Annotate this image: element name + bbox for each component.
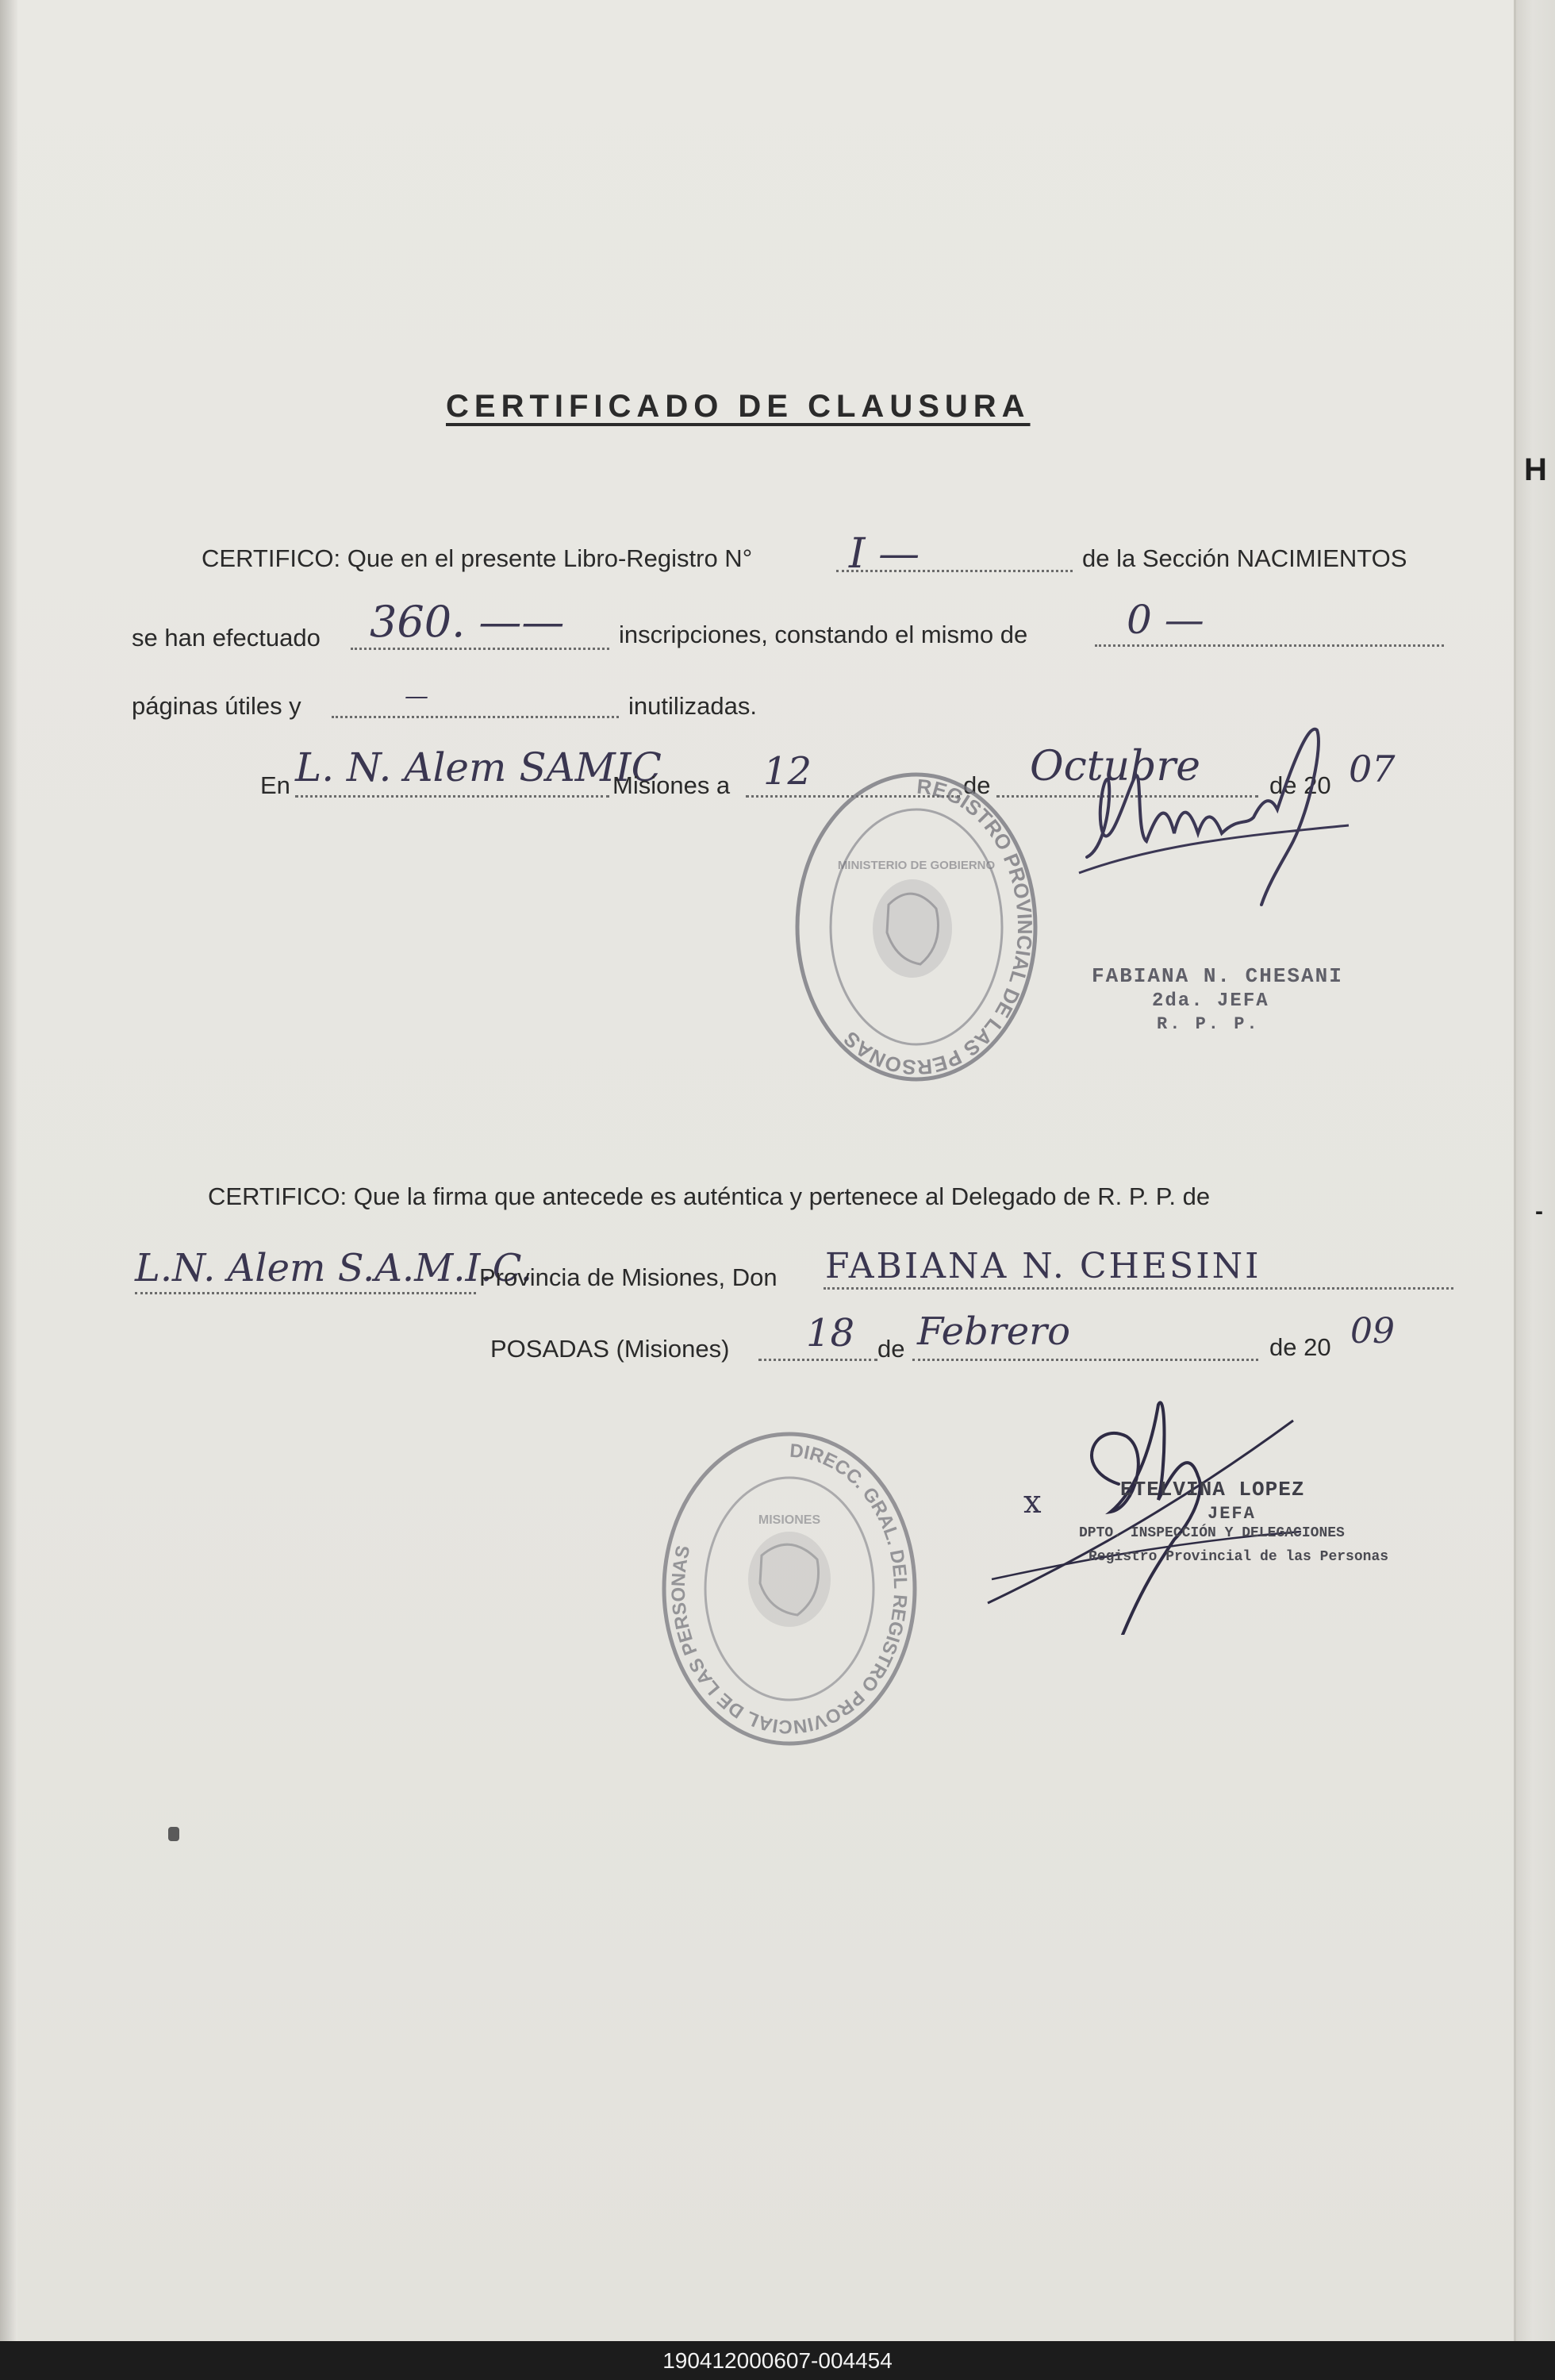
- name-handwritten: FABIANA N. CHESINI: [825, 1246, 1261, 1286]
- cross-mark: x: [1023, 1484, 1042, 1521]
- seal1-ring-text: REGISTRO PROVINCIAL DE LAS PERSONAS: [839, 774, 1037, 1080]
- paper-speck: [168, 1827, 179, 1841]
- place-handwritten: L. N. Alem SAMIC: [295, 744, 662, 790]
- block1-line4-en: En: [260, 771, 290, 799]
- edge-dash: -: [1535, 1198, 1543, 1225]
- inscripciones-field: [351, 648, 609, 650]
- page-left-shadow: [0, 0, 17, 2341]
- signature-1: [1071, 714, 1373, 921]
- seal2-inner-text: MISIONES: [758, 1513, 821, 1527]
- name-field: [824, 1287, 1453, 1290]
- block1-line2-prefix: se han efectuado: [132, 624, 321, 652]
- paginas-handwritten: 0 —: [1127, 597, 1204, 643]
- edge-letter: H: [1524, 452, 1547, 487]
- block1-line3-suffix: inutilizadas.: [628, 692, 757, 720]
- paginas-field: [1095, 644, 1444, 647]
- official-seal-1: [785, 762, 1047, 1095]
- block2-line3-prefix: POSADAS (Misiones): [490, 1335, 730, 1363]
- block1-line3-prefix: páginas útiles y: [132, 692, 301, 720]
- block2-line2-middle: Provincia de Misiones, Don: [479, 1263, 778, 1291]
- year2-handwritten: 09: [1350, 1311, 1395, 1351]
- year-handwritten: 07: [1349, 748, 1396, 790]
- inutilizadas-handwritten: —: [405, 682, 428, 710]
- block1-line2-middle: inscripciones, constando el mismo de: [619, 621, 1028, 648]
- inscripciones-handwritten: 360. ——: [370, 597, 565, 647]
- block2-line1: CERTIFICO: Que la firma que antecede es auténtica y pertenece al Delegado de R. P. P. de: [208, 1182, 1211, 1210]
- block1-line1-suffix: de la Sección NACIMIENTOS: [1082, 544, 1407, 572]
- libro-number-handwritten: I —: [849, 530, 920, 578]
- day2-field: [758, 1359, 877, 1361]
- month2-handwritten: Febrero: [917, 1309, 1071, 1354]
- underlying-page-edge: [1514, 0, 1555, 2341]
- block1-line1-prefix: CERTIFICO: Que en el presente Libro-Registro N°: [202, 544, 753, 572]
- signature2-office: Registro Provincial de las Personas: [1088, 1549, 1389, 1565]
- block1-line4-year-label: de 20: [1269, 771, 1331, 799]
- month2-field: [912, 1359, 1258, 1361]
- signature2-role: JEFA: [1208, 1504, 1256, 1524]
- seal2-ring-text: DIRECC. GRAL. DEL REGISTRO PROVINCIAL DE LAS PERSONAS: [667, 1440, 912, 1738]
- signature1-name: FABIANA N. CHESANI: [1092, 964, 1343, 988]
- official-seal-2: [651, 1421, 928, 1762]
- block1-line4-de: de: [963, 771, 991, 799]
- day-handwritten: 12: [763, 749, 812, 794]
- day2-handwritten: 18: [806, 1311, 855, 1355]
- document-id-footer: 190412000607-004454: [662, 2348, 893, 2373]
- signature1-role: 2da. JEFA: [1152, 990, 1269, 1012]
- place2-handwritten: L.N. Alem S.A.M.I.C.: [135, 1246, 533, 1290]
- seal1-inner-text: MINISTERIO DE GOBIERNO: [837, 859, 996, 872]
- signature2-name: ETELVINA LOPEZ: [1120, 1478, 1305, 1501]
- block2-line3-year-label: de 20: [1269, 1333, 1331, 1361]
- block1-line4-misiones: Misiones a: [612, 771, 731, 799]
- place-field: [295, 795, 609, 798]
- block2-line3-de: de: [877, 1335, 905, 1363]
- certificate-title: CERTIFICADO DE CLAUSURA: [446, 389, 1031, 424]
- month-handwritten: Octubre: [1030, 743, 1201, 790]
- inutilizadas-field: [332, 716, 619, 718]
- signature-2: [976, 1373, 1309, 1635]
- signature1-office: R. P. P.: [1157, 1014, 1260, 1034]
- signature2-dept: DPTO. INSPECCIÓN Y DELEGACIONES: [1079, 1525, 1345, 1541]
- place2-field: [135, 1292, 476, 1294]
